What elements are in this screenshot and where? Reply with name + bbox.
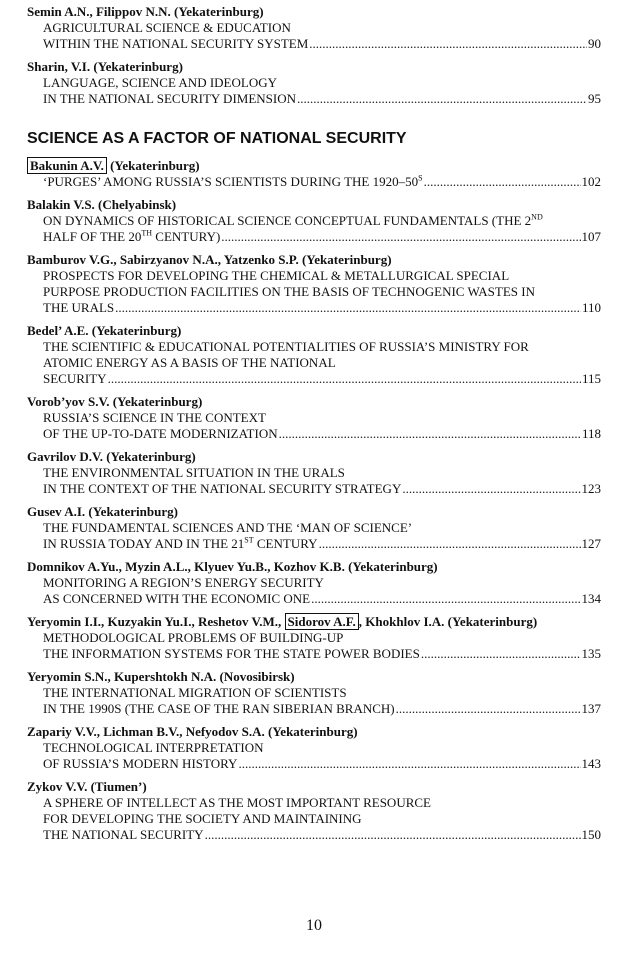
entry-title-line	[27, 426, 601, 442]
page-ref: 134	[581, 591, 601, 606]
boxed-author-name: Bakunin A.V.	[27, 157, 107, 174]
author-text: Sharin, V.I. (Yekaterinburg)	[27, 59, 183, 74]
superscript: ST	[244, 535, 254, 545]
entry-title-line	[27, 465, 601, 481]
entry-authors	[27, 614, 601, 630]
title-text	[43, 426, 278, 442]
dot-leader	[279, 426, 581, 442]
toc-entry	[27, 158, 601, 190]
dot-leader	[424, 174, 581, 190]
title-segment: FOR DEVELOPING THE SOCIETY AND MAINTAINING	[43, 811, 362, 826]
title-text	[43, 284, 535, 300]
author-text: Bedel’ A.E. (Yekaterinburg)	[27, 323, 182, 338]
title-text	[43, 36, 308, 52]
entry-title-line	[27, 811, 601, 827]
entry-title-line	[27, 520, 601, 536]
title-segment: ON DYNAMICS OF HISTORICAL SCIENCE CONCEPTUAL FUNDAMENTALS (THE 2	[43, 213, 532, 228]
toc-entry	[27, 559, 601, 607]
toc-entry	[27, 669, 601, 717]
title-segment: THE URALS	[43, 300, 115, 315]
page-ref: 143	[581, 756, 601, 771]
author-text: Gavrilov D.V. (Yekaterinburg)	[27, 449, 196, 464]
toc-entry	[27, 252, 601, 316]
title-text	[43, 465, 345, 481]
title-segment: THE INFORMATION SYSTEMS FOR THE STATE POWER BODIES	[43, 646, 420, 661]
page-ref: 118	[581, 426, 601, 441]
dot-leader	[396, 701, 581, 717]
page-number: 10	[306, 917, 322, 934]
toc-entry	[27, 197, 601, 245]
title-text	[43, 300, 114, 316]
dot-leader	[238, 756, 580, 772]
entry-title-line	[27, 536, 601, 552]
title-text	[43, 213, 543, 229]
toc-entry	[27, 779, 601, 843]
title-text	[43, 701, 395, 717]
title-segment: TECHNOLOGICAL INTERPRETATION	[43, 740, 264, 755]
title-text	[43, 355, 336, 371]
entry-title-line	[27, 795, 601, 811]
entry-title-line	[27, 756, 601, 772]
entry-title-line	[27, 371, 601, 387]
title-text	[43, 756, 237, 772]
section-heading: SCIENCE AS A FACTOR OF NATIONAL SECURITY	[27, 130, 407, 147]
entry-title-line	[27, 701, 601, 717]
entry-title-line	[27, 268, 601, 284]
entry-title-line	[27, 575, 601, 591]
entry-authors	[27, 559, 601, 575]
author-text: Bamburov V.G., Sabirzyanov N.A., Yatzenko S.P. (Yekaterinburg)	[27, 252, 392, 267]
superscript: ND	[531, 212, 543, 222]
author-text: Balakin V.S. (Chelyabinsk)	[27, 197, 177, 212]
title-text	[43, 795, 431, 811]
dot-leader	[115, 300, 581, 316]
title-segment: IN THE NATIONAL SECURITY DIMENSION	[43, 91, 296, 106]
title-segment: A SPHERE OF INTELLECT AS THE MOST IMPORTANT RESOURCE	[43, 795, 431, 810]
entry-authors	[27, 4, 601, 20]
title-text	[43, 536, 318, 552]
author-text: Zykov V.V. (Tiumen’)	[27, 779, 147, 794]
title-text	[43, 646, 420, 662]
table-of-contents	[27, 4, 601, 850]
author-text: Gusev A.I. (Yekaterinburg)	[27, 504, 178, 519]
title-segment: ‘PURGES’ AMONG RUSSIA’S SCIENTISTS DURING THE 1920–50	[43, 174, 419, 189]
title-text	[43, 827, 204, 843]
dot-leader	[205, 827, 581, 843]
author-text: Zapariy V.V., Lichman B.V., Nefyodov S.A. (Yekaterinburg)	[27, 724, 358, 739]
toc-entry	[27, 504, 601, 552]
title-segment: CENTURY	[253, 536, 318, 551]
page-ref: 115	[581, 371, 601, 386]
dot-leader	[421, 646, 581, 662]
entry-title-line	[27, 300, 601, 316]
entry-authors	[27, 252, 601, 268]
entry-authors	[27, 323, 601, 339]
entry-title-line	[27, 339, 601, 355]
author-text: Yeryomin S.N., Kupershtokh N.A. (Novosibirsk)	[27, 669, 295, 684]
toc-entry	[27, 394, 601, 442]
entry-authors	[27, 449, 601, 465]
dot-leader	[221, 229, 580, 245]
author-text: Semin A.N., Filippov N.N. (Yekaterinburg)	[27, 4, 264, 19]
title-segment: THE FUNDAMENTAL SCIENCES AND THE ‘MAN OF SCIENCE’	[43, 520, 413, 535]
author-text: Vorob’yov S.V. (Yekaterinburg)	[27, 394, 203, 409]
entry-title-line	[27, 213, 601, 229]
entry-authors	[27, 669, 601, 685]
title-text	[43, 229, 220, 245]
page-ref: 110	[581, 300, 601, 315]
title-segment: THE ENVIRONMENTAL SITUATION IN THE URALS	[43, 465, 345, 480]
dot-leader	[311, 591, 580, 607]
dot-leader	[402, 481, 580, 497]
author-text: Domnikov A.Yu., Myzin A.L., Klyuev Yu.B., Kozhov K.B. (Yekaterinburg)	[27, 559, 438, 574]
title-segment: OF THE UP-TO-DATE MODERNIZATION	[43, 426, 278, 441]
title-text	[43, 91, 296, 107]
entry-title-line	[27, 740, 601, 756]
entry-title-line	[27, 355, 601, 371]
entry-authors	[27, 779, 601, 795]
toc-entry	[27, 4, 601, 52]
title-text	[43, 520, 412, 536]
title-segment: ATOMIC ENERGY AS A BASIS OF THE NATIONAL	[43, 355, 336, 370]
toc-entry	[27, 724, 601, 772]
title-segment: THE SCIENTIFIC & EDUCATIONAL POTENTIALITIES OF RUSSIA’S MINISTRY FOR	[43, 339, 529, 354]
title-text	[43, 75, 277, 91]
page-ref: 135	[581, 646, 601, 661]
title-segment: HALF OF THE 20	[43, 229, 142, 244]
title-text	[43, 591, 310, 607]
entry-authors	[27, 504, 601, 520]
entry-authors	[27, 59, 601, 75]
boxed-author-name: Sidorov A.F.	[285, 613, 359, 630]
page-ref: 127	[581, 536, 601, 551]
entry-title-line	[27, 591, 601, 607]
toc-entry	[27, 614, 601, 662]
title-segment: SECURITY	[43, 371, 107, 386]
title-segment: PURPOSE PRODUCTION FACILITIES ON THE BASIS OF TECHNOGENIC WASTES IN	[43, 284, 535, 299]
title-segment: MONITORING A REGION’S ENERGY SECURITY	[43, 575, 324, 590]
toc-entry	[27, 449, 601, 497]
entry-title-line	[27, 630, 601, 646]
entry-authors	[27, 158, 601, 174]
page-ref: 137	[581, 701, 601, 716]
title-segment: CENTURY)	[152, 229, 221, 244]
title-text	[43, 575, 324, 591]
page-ref: 90	[588, 36, 601, 51]
dot-leader	[309, 36, 587, 52]
page-ref: 123	[581, 481, 601, 496]
title-text	[43, 174, 423, 190]
page-ref: 150	[581, 827, 601, 842]
author-text: (Yekaterinburg)	[106, 158, 200, 173]
entry-title-line	[27, 410, 601, 426]
title-segment: IN THE 1990S (THE CASE OF THE RAN SIBERIAN BRANCH)	[43, 701, 395, 716]
toc-entry	[27, 59, 601, 107]
title-text	[43, 20, 291, 36]
title-segment: THE INTERNATIONAL MIGRATION OF SCIENTISTS	[43, 685, 347, 700]
entry-title-line	[27, 229, 601, 245]
title-text	[43, 811, 362, 827]
title-segment: WITHIN THE NATIONAL SECURITY SYSTEM	[43, 36, 309, 51]
superscript: S	[418, 173, 423, 183]
title-segment: OF RUSSIA’S MODERN HISTORY	[43, 756, 238, 771]
author-text: Yeryomin I.I., Kuzyakin Yu.I., Reshetov V.M.,	[27, 614, 285, 629]
dot-leader	[108, 371, 581, 387]
entry-title-line	[27, 685, 601, 701]
title-text	[43, 371, 107, 387]
title-text	[43, 630, 343, 646]
entry-title-line	[27, 174, 601, 190]
title-segment: RUSSIA’S SCIENCE IN THE CONTEXT	[43, 410, 266, 425]
entry-title-line	[27, 75, 601, 91]
dot-leader	[297, 91, 587, 107]
title-text	[43, 339, 529, 355]
entry-title-line	[27, 646, 601, 662]
entry-authors	[27, 197, 601, 213]
entry-title-line	[27, 827, 601, 843]
title-segment: IN THE CONTEXT OF THE NATIONAL SECURITY STRATEGY	[43, 481, 402, 496]
toc-entry	[27, 323, 601, 387]
title-segment: AGRICULTURAL SCIENCE & EDUCATION	[43, 20, 291, 35]
title-text	[43, 685, 347, 701]
title-segment: AS CONCERNED WITH THE ECONOMIC ONE	[43, 591, 311, 606]
entry-title-line	[27, 36, 601, 52]
entry-authors	[27, 724, 601, 740]
entry-title-line	[27, 20, 601, 36]
page-ref: 102	[581, 174, 601, 189]
title-segment: METHODOLOGICAL PROBLEMS OF BUILDING-UP	[43, 630, 344, 645]
entry-authors	[27, 394, 601, 410]
title-text	[43, 740, 264, 756]
title-segment: LANGUAGE, SCIENCE AND IDEOLOGY	[43, 75, 277, 90]
title-text	[43, 481, 401, 497]
title-segment: PROSPECTS FOR DEVELOPING THE CHEMICAL & METALLURGICAL SPECIAL	[43, 268, 510, 283]
author-text: , Khokhlov I.A. (Yekaterinburg)	[358, 614, 538, 629]
title-segment: THE NATIONAL SECURITY	[43, 827, 204, 842]
title-segment: IN RUSSIA TODAY AND IN THE 21	[43, 536, 245, 551]
dot-leader	[319, 536, 581, 552]
page-ref: 95	[588, 91, 601, 106]
superscript: TH	[141, 228, 153, 238]
title-text	[43, 410, 266, 426]
entry-title-line	[27, 284, 601, 300]
page-ref: 107	[581, 229, 601, 244]
entry-title-line	[27, 91, 601, 107]
entry-title-line	[27, 481, 601, 497]
title-text	[43, 268, 509, 284]
